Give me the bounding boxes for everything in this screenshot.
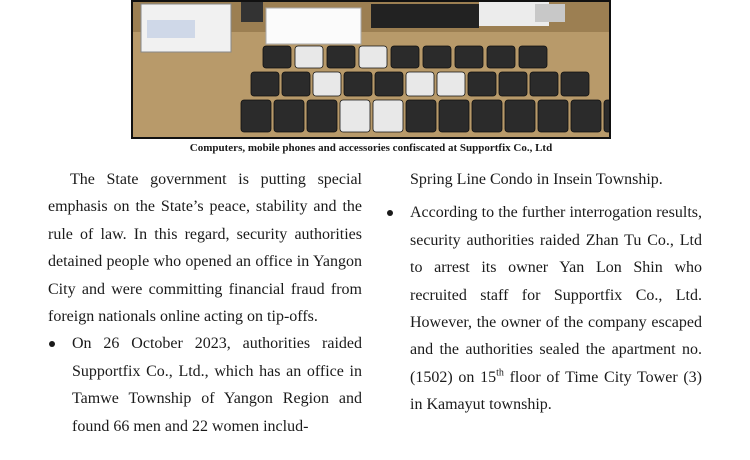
- phone: [340, 100, 370, 132]
- bullet-text-end: floor of Time City Tower (3) in Kamayut township.: [410, 368, 703, 414]
- bullet-item-zhan-tu: [386, 199, 702, 418]
- bullet-icon: [387, 210, 393, 216]
- phone: [327, 46, 355, 68]
- cup: [535, 4, 565, 22]
- phone: [499, 72, 527, 96]
- phone: [472, 100, 502, 132]
- ordinal-suffix: th: [496, 367, 504, 379]
- box-label: [147, 20, 195, 38]
- phone: [530, 72, 558, 96]
- figure-caption: Computers, mobile phones and accessories confiscated at Supportfix Co., Ltd: [189, 142, 553, 154]
- phone: [487, 46, 515, 68]
- phone: [455, 46, 483, 68]
- phone: [359, 46, 387, 68]
- confiscated-items-photo: [131, 0, 611, 139]
- bullet-text: On 26 October 2023, authorities raided Supportfix Co., Ltd., which has an office in Tamwe Township of Yangon Region and found 66 men and 22 women includ-: [72, 335, 362, 435]
- phone: [519, 46, 547, 68]
- paper-sheet: [266, 8, 361, 44]
- phone: [406, 72, 434, 96]
- photo-illustration: [133, 2, 609, 137]
- phone: [241, 100, 271, 132]
- phone: [439, 100, 469, 132]
- intro-paragraph: The State government is putting special emphasis on the State’s peace, stability and the rule of law. In this regard, security authorities detained people who opened an office in Yangon City and were committing financial fraud from foreign nationals online acting on tip-offs.: [48, 171, 362, 326]
- phone: [313, 72, 341, 96]
- bullet-text-main: According to the further interrogation results, security authorities raided Zhan Tu Co., Ltd to arrest its owner Yan Lon Shin who recruited staff for Supportfix Co., Ltd. However, the owner of the company escaped and the authorities sealed the apartment no. (1502) on 15: [410, 204, 702, 386]
- phone: [391, 46, 419, 68]
- phone: [251, 72, 279, 96]
- phone: [375, 72, 403, 96]
- phone: [538, 100, 568, 132]
- phone: [344, 72, 372, 96]
- phone: [282, 72, 310, 96]
- phone: [437, 72, 465, 96]
- device-dark: [241, 2, 263, 22]
- phone: [571, 100, 601, 132]
- phone: [604, 100, 609, 132]
- phone: [406, 100, 436, 132]
- phone: [505, 100, 535, 132]
- bullet-item-raid-supportfix: [48, 330, 362, 440]
- phone: [373, 100, 403, 132]
- bullet-icon: [49, 341, 55, 347]
- phone: [263, 46, 291, 68]
- phone: [295, 46, 323, 68]
- phone: [274, 100, 304, 132]
- left-column: [48, 166, 362, 440]
- phone: [423, 46, 451, 68]
- phone: [468, 72, 496, 96]
- right-column: [386, 166, 702, 419]
- laptop: [371, 4, 479, 28]
- continued-text: Spring Line Condo in Insein Township.: [410, 171, 663, 188]
- phone: [307, 100, 337, 132]
- phone: [561, 72, 589, 96]
